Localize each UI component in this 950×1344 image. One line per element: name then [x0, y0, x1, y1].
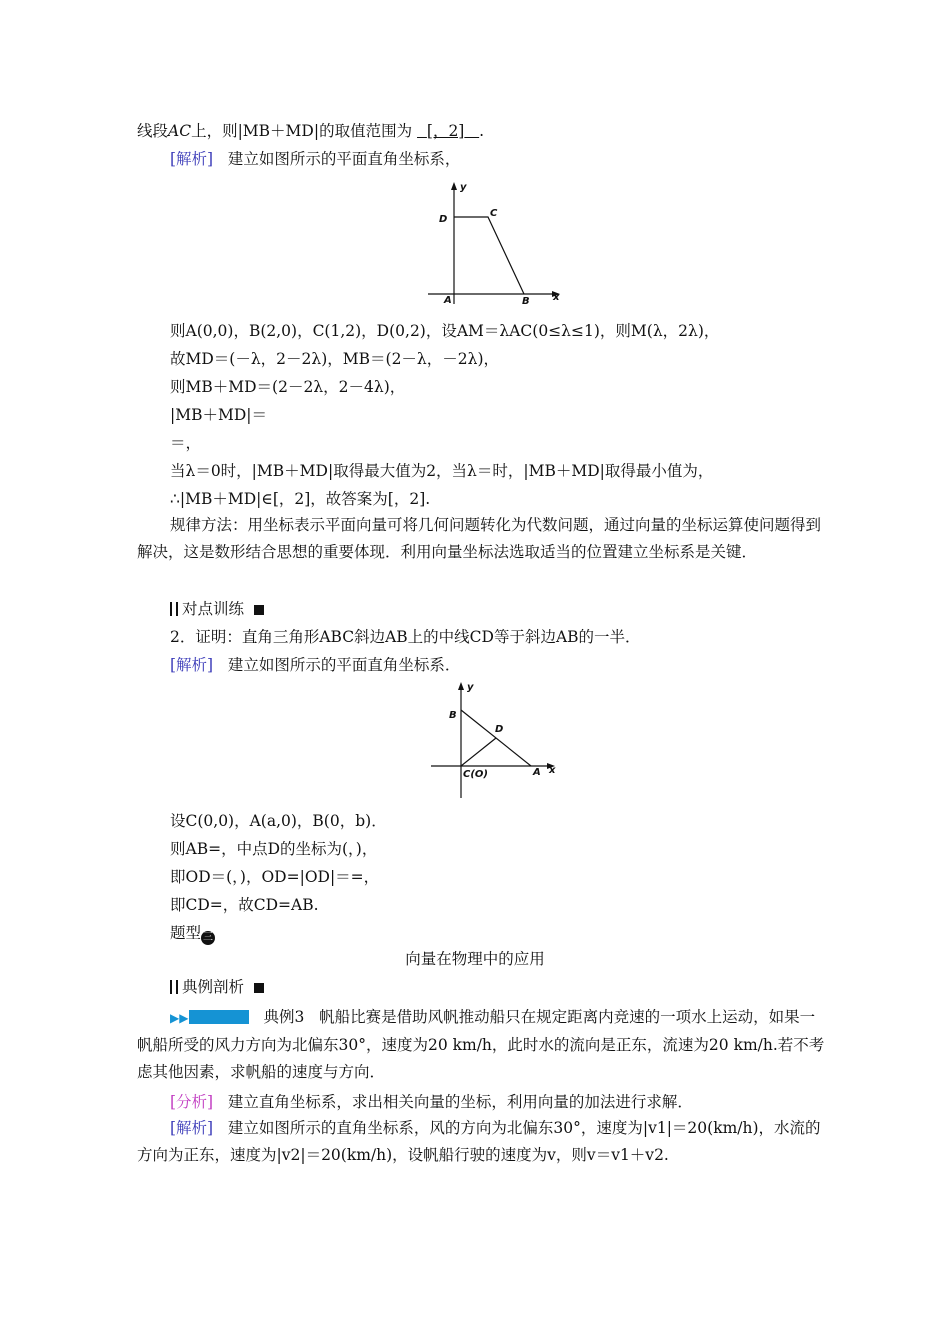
- point-a: A: [533, 767, 541, 778]
- question-type-label: 题型 三: [170, 924, 214, 943]
- setup-line: 设C(0,0)，A(a,0)，B(0，b)．: [170, 812, 387, 830]
- x-label: x: [549, 765, 556, 776]
- analysis-tag: [解析]: [170, 656, 214, 674]
- number-badge: 三: [203, 932, 214, 943]
- jiexi-paragraph: [解析] 建立如图所示的直角坐标系，风的方向为北偏东30°，速度为|v1|＝20(km/h)，水流的方向为正东，速度为|v2|＝20(km/h)，设帆船行驶的速度为v，则v＝v1＋v2.: [137, 1119, 821, 1164]
- analysis-line-2: [解析] 建立如图所示的平面直角坐标系．: [170, 656, 461, 674]
- section-title: 向量在物理中的应用: [405, 950, 545, 968]
- point-a: A: [444, 295, 452, 306]
- analysis-tag: [解析]: [170, 1119, 214, 1137]
- analysis-tag: [解析]: [170, 150, 214, 168]
- point-c-origin: C(O): [463, 769, 488, 780]
- right-triangle-figure: [425, 680, 565, 800]
- example-heading: 典例剖析: [170, 976, 860, 998]
- sum-vector-line: 则MB＋MD＝(2－2λ，2－4λ)，: [170, 378, 406, 396]
- trapezoid-edges: [454, 217, 524, 294]
- point-d: D: [495, 724, 504, 735]
- point-c: C: [490, 208, 498, 219]
- point-b: B: [522, 296, 530, 307]
- coordinates-line: 则A(0,0)，B(2,0)，C(1,2)，D(0,2)，设AM＝λAC(0≤λ≤1)，则M(λ，2λ)，: [170, 322, 720, 340]
- y-label: y: [467, 682, 474, 693]
- range-question-line: 线段AC上，则|MB＋MD|的取值范围为 [，2] .: [137, 122, 485, 140]
- x-label: x: [553, 292, 560, 303]
- cd-conclusion-line: 即CD=，故CD=AB.: [170, 896, 319, 914]
- rule-method-paragraph: 规律方法：用坐标表示平面向量可将几何问题转化为代数问题，通过向量的坐标运算使问题得到解决，这是数形结合思想的重要体现．利用向量坐标法选取适当的位置建立坐标系是关键．: [137, 516, 822, 561]
- od-line: 即OD＝(，)，OD=|OD|＝=，: [170, 868, 380, 886]
- y-label: y: [460, 182, 467, 193]
- example-paragraph: ▶▶ 典例3 帆船比赛是借助风帆推动船只在规定距离内竞速的一项水上运动，如果一帆船所受的风力方向为北偏东30°，速度为20 km/h，此时水的流向是正东，流速为20 km/h.若不考虑其他因素，求帆船的速度与方向．: [137, 1008, 825, 1081]
- practice-question: 2．证明：直角三角形ABC斜边AB上的中线CD等于斜边AB的一半．: [170, 628, 641, 646]
- answer-blank: [，2]: [426, 122, 465, 140]
- square-icon: [254, 983, 264, 993]
- trapezoid-figure: [420, 180, 570, 310]
- magnitude-result-line: ＝，: [170, 434, 202, 452]
- extrema-line: 当λ＝0时，|MB＋MD|取得最大值为2，当λ＝时，|MB＋MD|取得最小值为，: [170, 462, 714, 480]
- example-badge: [189, 1010, 249, 1024]
- practice-heading: 对点训练: [170, 598, 860, 620]
- vectors-line: 故MD＝(－λ，2－2λ)，MB＝(2－λ，－2λ)，: [170, 350, 499, 368]
- square-icon: [254, 605, 264, 615]
- point-b: B: [449, 710, 457, 721]
- conclusion-line: ∴|MB＋MD|∈[，2]，故答案为[，2].: [170, 490, 431, 508]
- fenxi-tag: [分析]: [170, 1093, 214, 1111]
- point-d: D: [439, 214, 448, 225]
- midpoint-line: 则AB=，中点D的坐标为(，)，: [170, 840, 378, 858]
- fenxi-line: [分析] 建立直角坐标系，求出相关向量的坐标，利用向量的加法进行求解．: [170, 1093, 693, 1111]
- median-cd: [461, 738, 496, 766]
- magnitude-line: |MB＋MD|＝: [170, 406, 268, 424]
- y-axis-arrow: [451, 182, 457, 190]
- analysis-line-1: [解析] 建立如图所示的平面直角坐标系，: [170, 150, 461, 168]
- y-axis-arrow: [458, 682, 464, 690]
- double-arrow-icon: ▶▶: [170, 1011, 189, 1025]
